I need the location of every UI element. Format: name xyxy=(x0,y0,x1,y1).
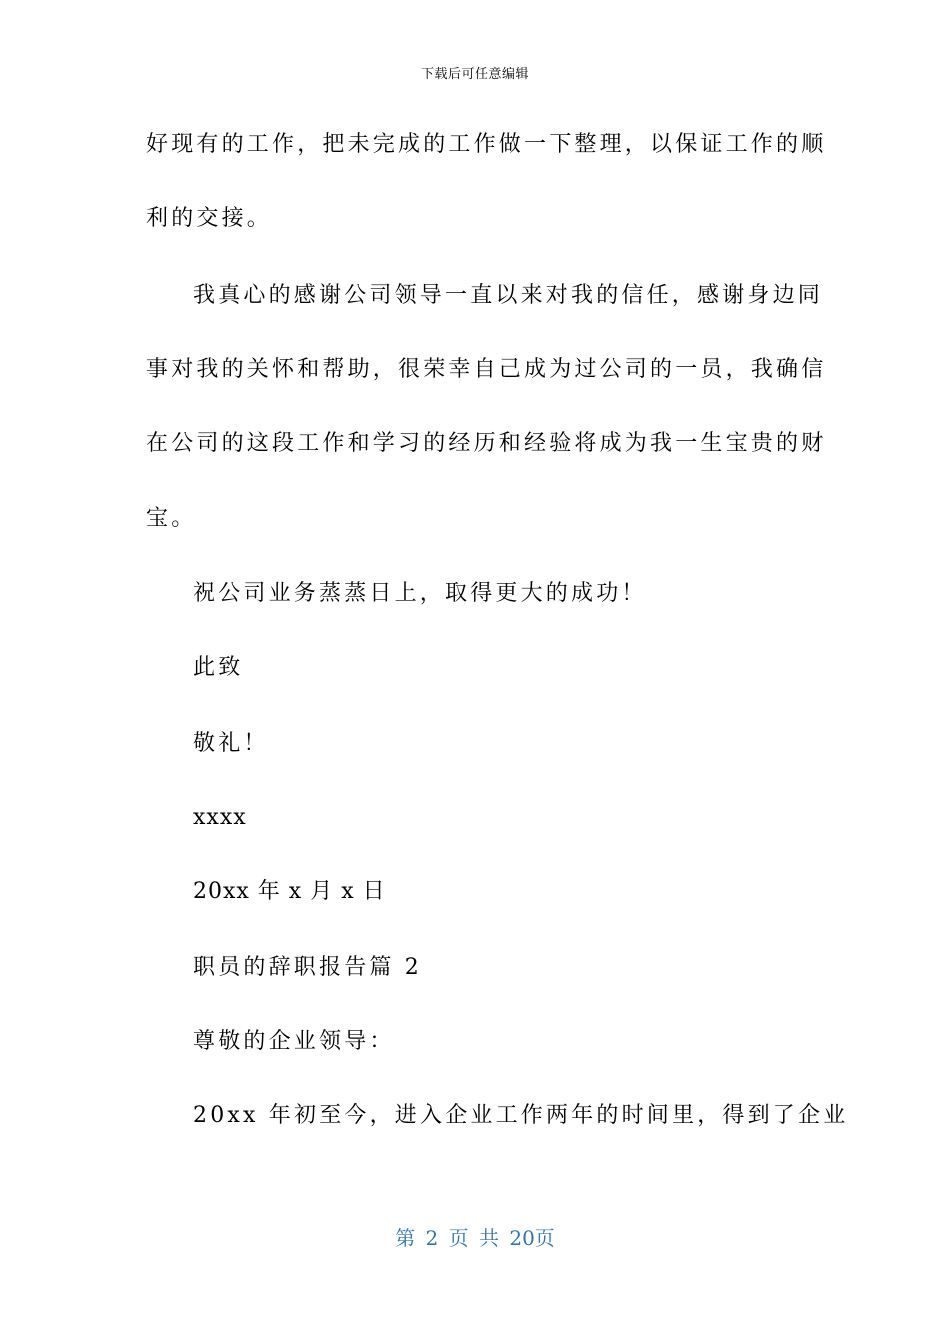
signature-name: xxxx xyxy=(193,805,247,830)
body-line: 20xx 年初至今，进入企业工作两年的时间里，得到了企业 xyxy=(193,1103,849,1128)
page-footer: 第 2 页 共 20页 xyxy=(395,1226,555,1250)
body-line: 我真心的感谢公司领导一直以来对我的信任，感谢身边同 xyxy=(193,283,824,308)
salutation-closing: 此致 xyxy=(193,655,244,680)
body-line: 宝。 xyxy=(146,506,197,531)
salutation-regards: 敬礼！ xyxy=(193,731,269,756)
closing-wish: 祝公司业务蒸蒸日上，取得更大的成功！ xyxy=(193,581,647,606)
page-header: 下载后可任意编辑 xyxy=(420,67,529,82)
signature-date: 20xx 年 x 月 x 日 xyxy=(193,879,386,904)
body-line: 在公司的这段工作和学习的经历和经验将成为我一生宝贵的财 xyxy=(146,431,827,456)
body-line: 事对我的关怀和帮助，很荣幸自己成为过公司的一员，我确信 xyxy=(146,357,827,382)
section-title: 职员的辞职报告篇 2 xyxy=(193,955,422,980)
letter-greeting: 尊敬的企业领导： xyxy=(193,1029,395,1054)
body-line: 好现有的工作，把未完成的工作做一下整理，以保证工作的顺 xyxy=(146,132,827,157)
body-line: 利的交接。 xyxy=(146,206,273,231)
